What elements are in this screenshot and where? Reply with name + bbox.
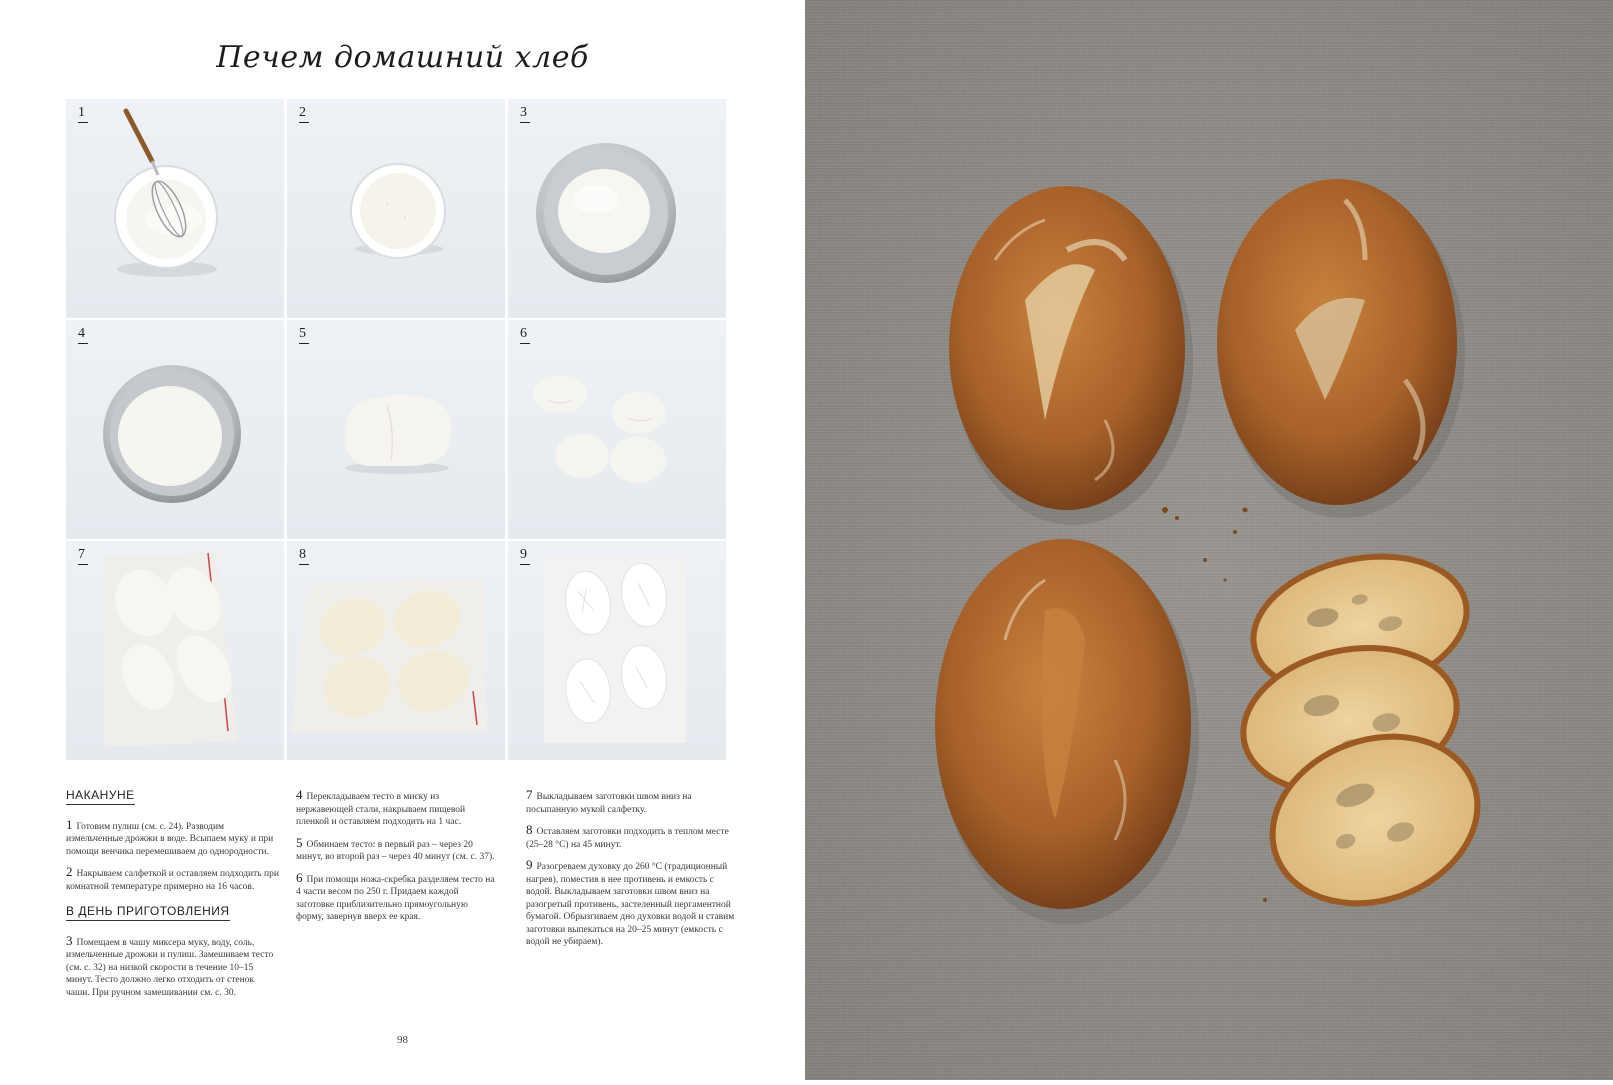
steel-bowl-risen-illustration — [66, 320, 284, 539]
step-number: 2 — [299, 105, 309, 123]
instructions-column-3 — [526, 789, 736, 957]
step-number: 1 — [78, 105, 88, 123]
step-text: Обминаем тесто: в первый раз – через 20 минут, во второй раз – через 40 минут (см. с. 37). — [296, 839, 495, 862]
step-photo-8 — [287, 541, 505, 760]
bread-loaves-illustration — [805, 0, 1613, 1080]
step-text: При помощи ножа-скребка разделяем тесто на 4 части весом по 250 г. Придаем каждой заготовке приблизительно прямоугольную форму, завернув вверх ее края. — [296, 874, 495, 922]
step-number: 8 — [299, 547, 309, 565]
step-text: Помещаем в чашу миксера муку, воду, соль, измельченные дрожжи и пулиш. Замешиваем тесто (см. с. 32) на низкой скорости в течение 10–15 минут. Тесто должно легко отходить от стенок чаши. При ручном замешивании см. с. 30. — [66, 937, 274, 998]
instruction-step-3 — [66, 932, 279, 1000]
step-number: 8 — [526, 822, 533, 837]
instruction-step-6 — [296, 869, 496, 924]
step-number: 4 — [78, 326, 88, 344]
loaf-bottom-left — [935, 539, 1199, 924]
step-number: 6 — [520, 326, 530, 344]
loaf-top-left — [949, 186, 1193, 525]
step-photo-4 — [66, 320, 284, 539]
step-number: 7 — [78, 547, 88, 565]
step-text: Готовим пулиш (см. с. 24). Разводим измельченные дрожжи в воде. Всыпаем муку и при помощи венчика перемешиваем до однородности. — [66, 821, 274, 857]
step-photo-1 — [66, 99, 284, 318]
section-heading-before: НАКАНУНЕ — [66, 789, 135, 805]
step-photo-9 — [508, 541, 726, 760]
step-number: 4 — [296, 787, 303, 802]
page-number: 98 — [397, 1034, 408, 1046]
bread-slices — [1230, 538, 1501, 931]
instruction-step-1 — [66, 816, 279, 859]
step-number: 3 — [66, 932, 73, 948]
loaves-on-towel-risen-illustration — [287, 541, 505, 760]
right-page-bread-photo — [805, 0, 1613, 1080]
step-photo-3 — [508, 99, 726, 318]
step-number: 2 — [66, 864, 73, 879]
step-photo-7 — [66, 541, 284, 760]
instruction-step-5 — [296, 834, 496, 864]
step-number: 5 — [299, 326, 309, 344]
instruction-step-9 — [526, 859, 736, 949]
step-text: Перекладываем тесто в миску из нержавеющей стали, накрываем пищевой пленкой и оставляем подходить на 1 час. — [296, 792, 466, 827]
instructions-column-1 — [66, 789, 279, 1007]
step-number: 9 — [526, 857, 533, 872]
instruction-step-4 — [296, 789, 496, 829]
step-number: 3 — [520, 105, 530, 123]
loaf-top-right — [1217, 179, 1465, 518]
step-photo-6 — [508, 320, 726, 539]
step-text: Накрываем салфеткой и оставляем подходить при комнатной температуре примерно на 16 часов. — [66, 869, 279, 892]
bowl-starter-illustration — [287, 99, 505, 318]
step-number: 7 — [526, 787, 533, 802]
instruction-step-2 — [66, 866, 279, 893]
bowl-whisk-illustration — [66, 99, 284, 318]
section-heading-day: В ДЕНЬ ПРИГОТОВЛЕНИЯ — [66, 905, 230, 921]
step-text: Оставляем заготовки подходить в теплом месте (25–28 °C) на 45 минут. — [526, 827, 729, 850]
step-text: Выкладываем заготовки швом вниз на посыпанную мукой салфетку. — [526, 792, 692, 815]
step-number: 1 — [66, 816, 73, 832]
step-number: 5 — [296, 834, 303, 850]
step-number: 9 — [520, 547, 530, 565]
step-text: Разогреваем духовку до 260 °C (традиционный нагрев), поместив в нее противень и емкость с водой. Выкладываем заготовки швом вниз на разогретый противень, застеленный пергаментной бумагой. Обрызгиваем дно духовки водой и ставим заготовки выпекаться на 20–25 минут (емкость с водой не убираем). — [526, 862, 735, 947]
step-photo-5 — [287, 320, 505, 539]
loaves-on-towel-illustration — [66, 541, 284, 760]
instruction-step-8 — [526, 824, 736, 851]
instructions-column-2 — [296, 789, 496, 932]
instruction-step-7 — [526, 789, 736, 816]
four-pieces-illustration — [508, 320, 726, 539]
page-title: Печем домашний хлеб — [216, 40, 589, 75]
dough-on-table-illustration — [287, 320, 505, 539]
loaves-on-paper-illustration — [508, 541, 726, 760]
left-page — [0, 0, 805, 1080]
steel-bowl-dough-illustration — [508, 99, 726, 318]
step-number: 6 — [296, 869, 303, 885]
step-photo-2 — [287, 99, 505, 318]
